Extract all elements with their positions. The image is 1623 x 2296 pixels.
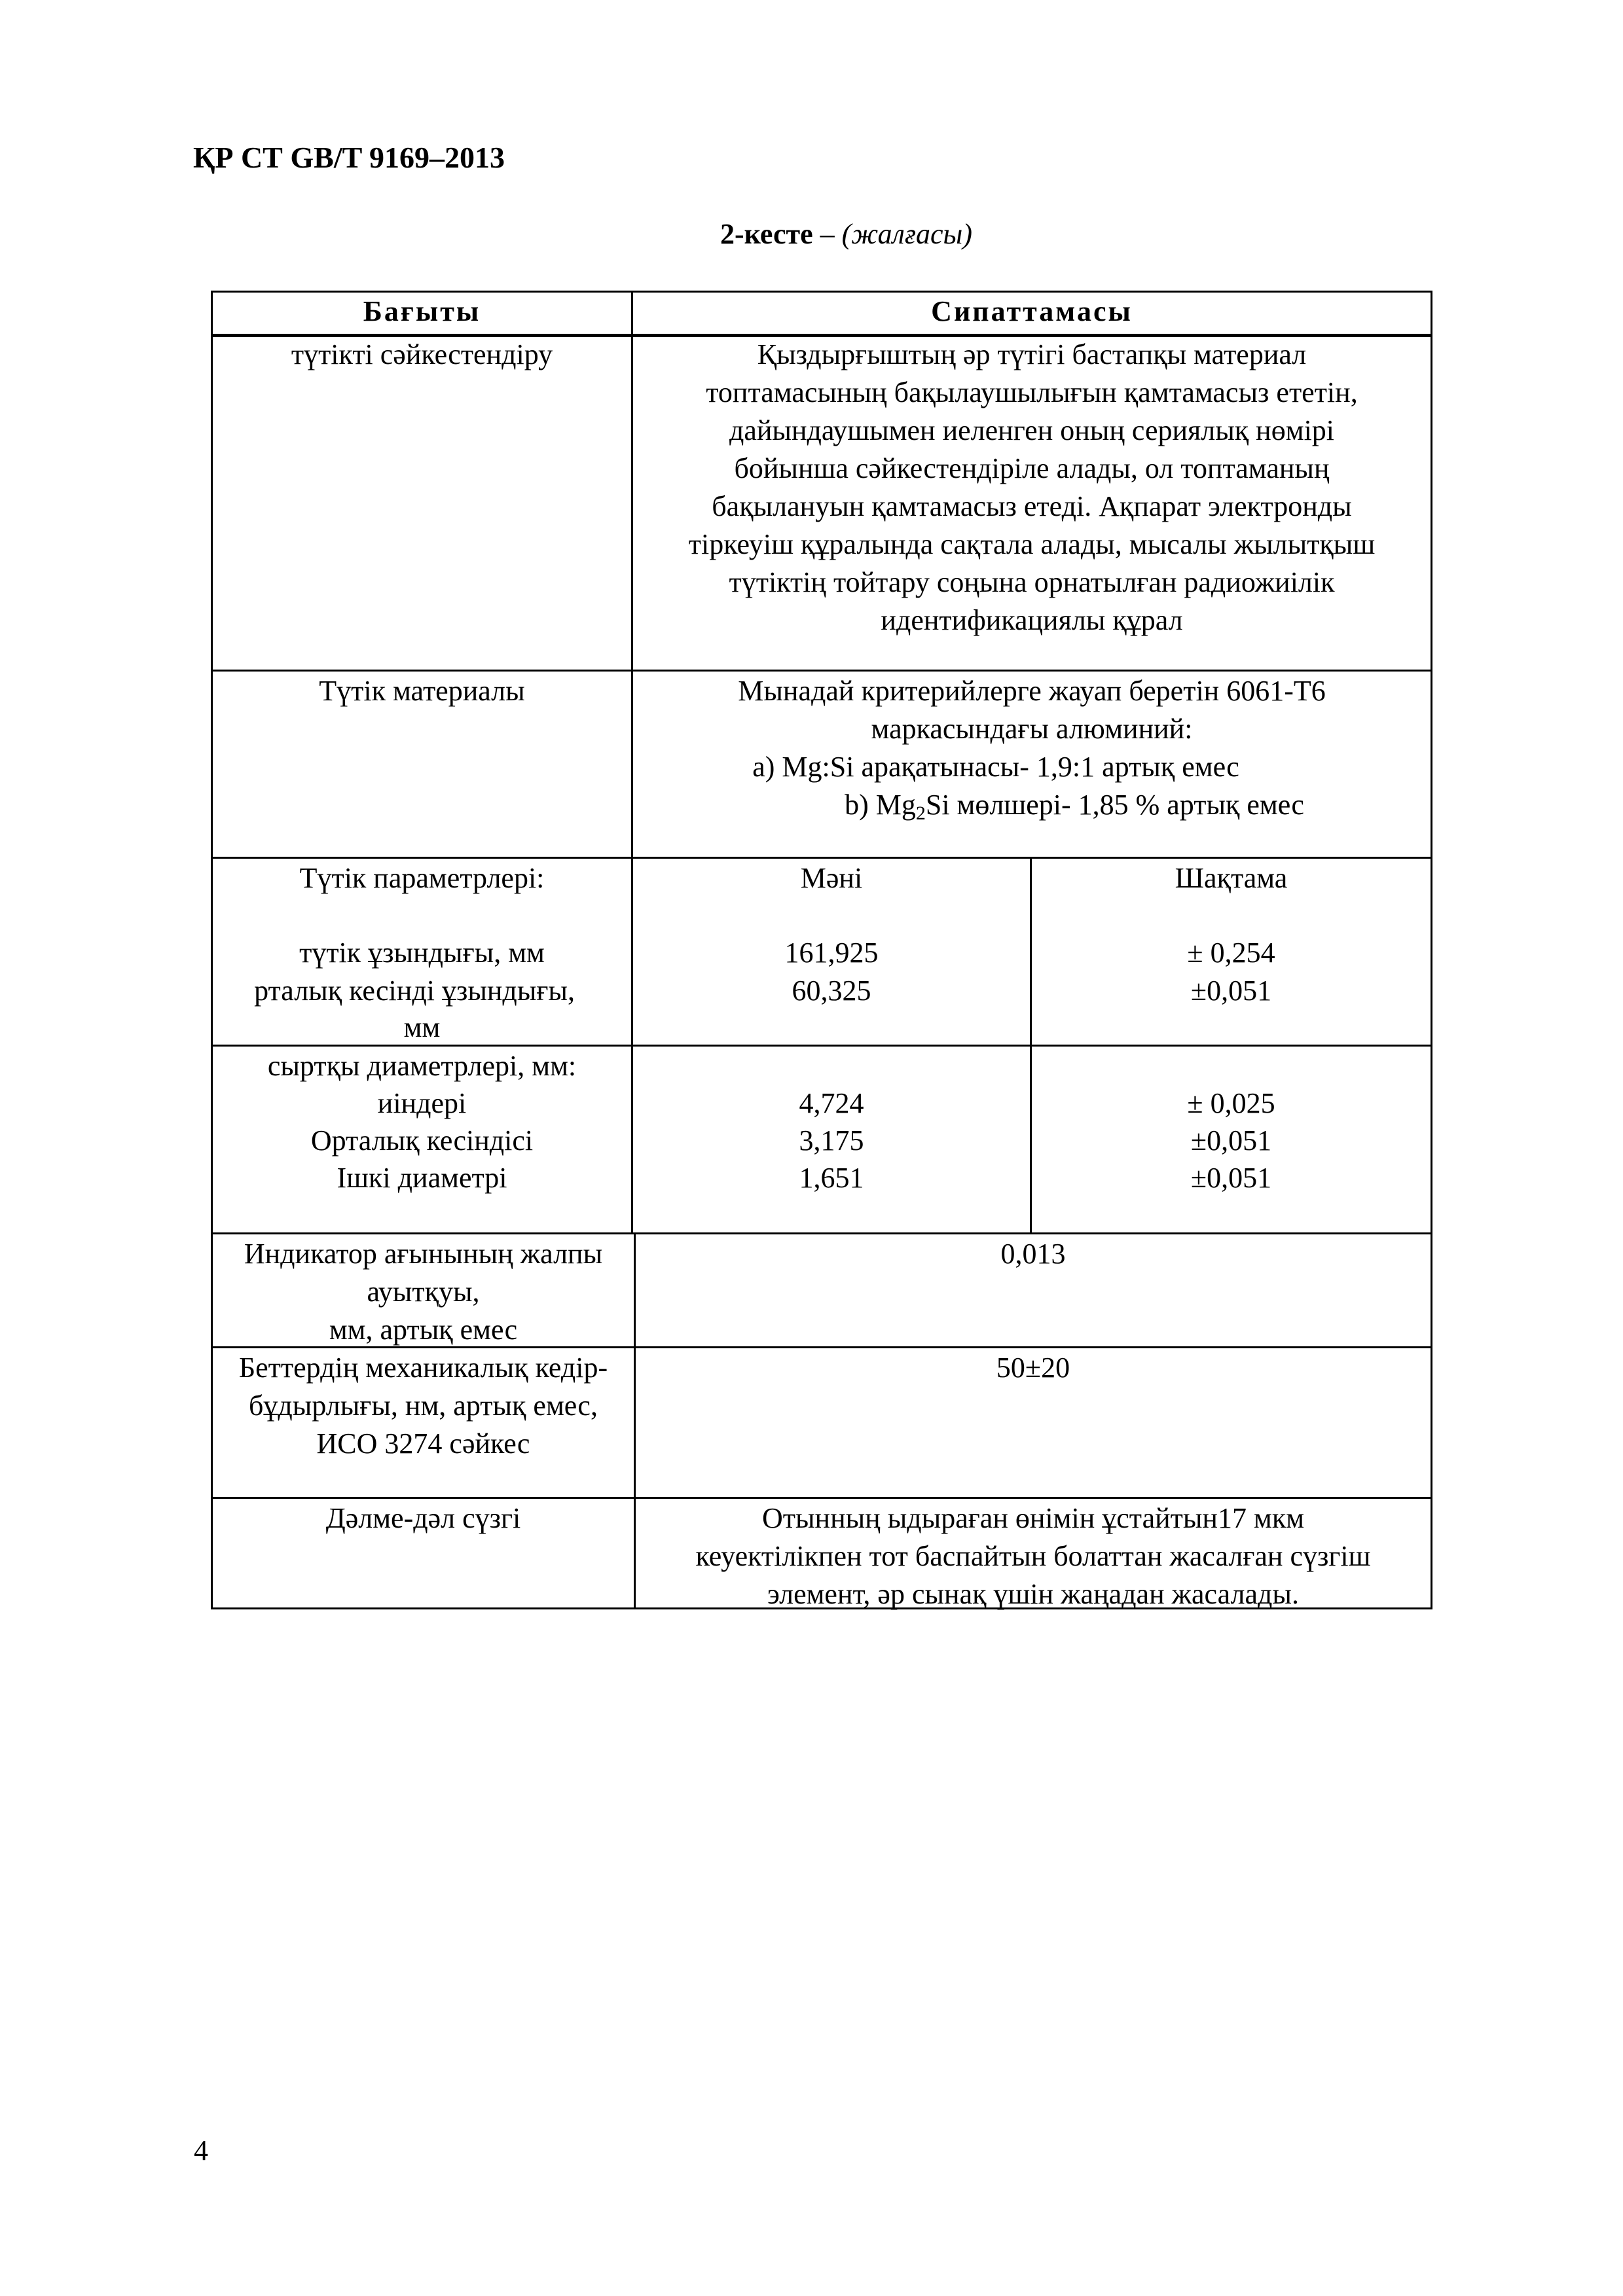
row-label-precision-filter: Дәлме-дәл сүзгі	[325, 1502, 521, 1534]
diameter-item-name: иіндері	[377, 1087, 467, 1119]
criterion-a: a) Mg:Si арақатынасы- 1,9:1 артық емес	[752, 751, 1239, 783]
tube-length-label: түтік ұзындығы, мм	[299, 937, 545, 969]
label-line: ИСО 3274 сәйкес	[316, 1427, 530, 1460]
column-header-direction: Бағыты	[363, 295, 481, 327]
diameter-item-name: Орталық кесіндісі	[310, 1124, 534, 1157]
tube-length-tolerance: ± 0,254	[1187, 937, 1275, 969]
description-line: бойынша сәйкестендіріле алады, ол топтаманың	[734, 452, 1330, 484]
description-line: Қыздырғыштың әр түтігі бастапқы материал	[757, 338, 1307, 370]
criterion-b-subscript: 2	[915, 802, 926, 824]
label-line: ауытқуы,	[367, 1276, 480, 1308]
description-line: тіркеуіш құралында сақтала алады, мысалы жылытқыш	[688, 528, 1376, 560]
row-label-surface-roughness	[213, 1349, 634, 1463]
label-line: Беттердің механикалық кедір-	[238, 1352, 608, 1384]
total-runout-value: 0,013	[1000, 1238, 1066, 1270]
description-line: Отынның ыдыраған өнімін ұстайтын17 мкм	[761, 1502, 1305, 1534]
criterion-b-prefix: b) Mg	[845, 789, 916, 821]
tube-material-description	[633, 672, 1431, 833]
center-segment-length-unit: мм	[403, 1011, 441, 1043]
diameter-item-value: 3,175	[799, 1124, 864, 1157]
description-line: идентификациялы құрал	[881, 604, 1183, 636]
row-label-tube-parameters: Түтік параметрлері:	[299, 862, 545, 894]
diameter-item-tolerance: ±0,051	[1190, 1124, 1272, 1157]
diameter-item-tolerance: ±0,051	[1190, 1162, 1272, 1194]
table-caption-note: (жалғасы)	[841, 218, 972, 250]
center-segment-length-value: 60,325	[792, 975, 871, 1007]
tolerance-header: Шақтама	[1175, 862, 1288, 894]
diameter-item-tolerance: ± 0,025	[1187, 1087, 1275, 1119]
center-segment-length-tolerance: ±0,051	[1190, 975, 1272, 1007]
row-label-tube-material: Түтік материалы	[319, 675, 525, 707]
description-line: кеуектілікпен тот баспайтын болаттан жасалған сүзгіш	[695, 1540, 1371, 1572]
label-line: Индикатор ағынының жалпы	[244, 1238, 603, 1270]
criterion-b	[633, 786, 1431, 833]
description-line: түтіктің тойтару соңына орнатылған радиожиілік	[729, 566, 1335, 598]
tube-identification-description	[633, 336, 1431, 639]
criterion-b-suffix: Si мөлшері- 1,85 % артық емес	[925, 789, 1304, 821]
description-line: Мынадай критерийлерге жауап беретін 6061-Т6	[738, 675, 1326, 707]
table-caption-dash: –	[820, 218, 835, 250]
row-label-tube-identification: түтікті сәйкестендіру	[291, 338, 553, 370]
description-line: бақылануын қамтамасыз етеді. Ақпарат электронды	[712, 490, 1352, 522]
value-header: Мәні	[800, 862, 863, 894]
label-line: мм, артық емес	[329, 1314, 518, 1346]
description-line: топтамасының бақылаушылығын қамтамасыз ететін,	[706, 376, 1358, 408]
label-line: бұдырлығы, нм, артық емес,	[249, 1390, 598, 1422]
surface-roughness-value: 50±20	[996, 1352, 1070, 1384]
page-number: 4	[194, 2134, 208, 2166]
document-code: ҚР СТ GB/T 9169–2013	[193, 141, 505, 174]
row-label-outer-diameters: сыртқы диаметрлері, мм:	[267, 1050, 577, 1082]
column-header-description: Сипаттамасы	[931, 295, 1133, 327]
description-line: элемент, әр сынақ үшін жаңадан жасалады.	[767, 1578, 1299, 1610]
description-line: маркасындағы алюминий:	[871, 713, 1193, 745]
table-caption-label: 2-кесте	[720, 218, 813, 250]
tube-length-value: 161,925	[784, 937, 879, 969]
precision-filter-description	[636, 1499, 1431, 1613]
row-label-total-runout	[213, 1235, 634, 1349]
description-line: дайындаушымен иеленген оның сериялық нөмірі	[729, 414, 1335, 446]
center-segment-length-label: рталық кесінді ұзындығы,	[254, 975, 575, 1007]
diameter-item-value: 1,651	[799, 1162, 864, 1194]
diameter-item-value: 4,724	[799, 1087, 864, 1119]
diameter-item-name: Ішкі диаметрі	[337, 1162, 507, 1194]
